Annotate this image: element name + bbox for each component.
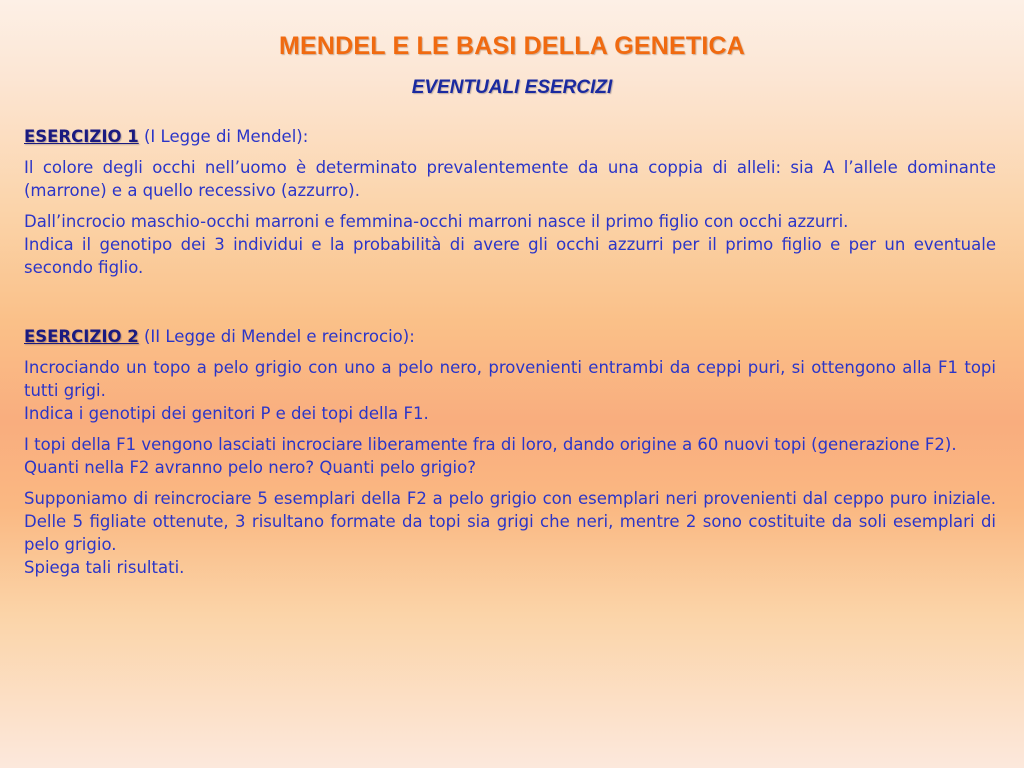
slide-subtitle: EVENTUALI ESERCIZI <box>411 77 613 98</box>
exercise-1-heading <box>24 125 996 148</box>
exercise-2-paragraph-2-line-1: I topi della F1 vengono lasciati incrociare liberamente fra di loro, dando origine a 60 nuovi topi (generazione F2). <box>24 435 957 454</box>
exercise-2-paragraph-3-line-2: Spiega tali risultati. <box>24 558 185 577</box>
exercise-2-paragraph-1 <box>24 356 996 425</box>
exercise-1-paragraph-2 <box>24 210 996 279</box>
exercise-1-label: ESERCIZIO 1 <box>24 127 139 146</box>
exercise-2-paragraph-1-line-2: Indica i genotipi dei genitori P e dei topi della F1. <box>24 404 429 423</box>
exercise-1-paragraph-1: Il colore degli occhi nell’uomo è determinato prevalentemente da una coppia di alleli: sia A l’allele dominante (marrone) e a quello recessivo (azzurro). <box>24 158 996 200</box>
slide-title: MENDEL E LE BASI DELLA GENETICA <box>279 32 745 60</box>
exercise-separator <box>24 287 996 325</box>
exercise-2-paragraph-3 <box>24 487 996 579</box>
exercise-2-heading-suffix: (II Legge di Mendel e reincrocio): <box>138 327 415 346</box>
exercise-1-paragraph-2-line-2: Indica il genotipo dei 3 individui e la probabilità di avere gli occhi azzurri per il primo figlio e per un eventuale secondo figlio. <box>24 235 996 277</box>
exercise-2-paragraph-2 <box>24 433 996 479</box>
exercise-2-paragraph-1-line-1: Incrociando un topo a pelo grigio con uno a pelo nero, provenienti entrambi da ceppi puri, si ottengono alla F1 topi tutti grigi. <box>24 358 996 400</box>
exercise-2-heading <box>24 325 996 348</box>
exercise-1-paragraph-2-line-1: Dall’incrocio maschio-occhi marroni e femmina-occhi marroni nasce il primo figlio con occhi azzurri. <box>24 212 849 231</box>
exercise-1-heading-suffix: (I Legge di Mendel): <box>138 127 309 146</box>
exercise-2-paragraph-2-line-2: Quanti nella F2 avranno pelo nero? Quanti pelo grigio? <box>24 458 476 477</box>
exercise-2-label: ESERCIZIO 2 <box>24 327 139 346</box>
exercise-2-paragraph-3-line-1: Supponiamo di reincrociare 5 esemplari della F2 a pelo grigio con esemplari neri provenienti dal ceppo puro iniziale. Delle 5 figliate ottenute, 3 risultano formate da topi sia grigi che neri, mentre 2 sono costituite da soli esemplari di pelo grigio. <box>24 489 996 554</box>
slide-content <box>24 125 996 587</box>
